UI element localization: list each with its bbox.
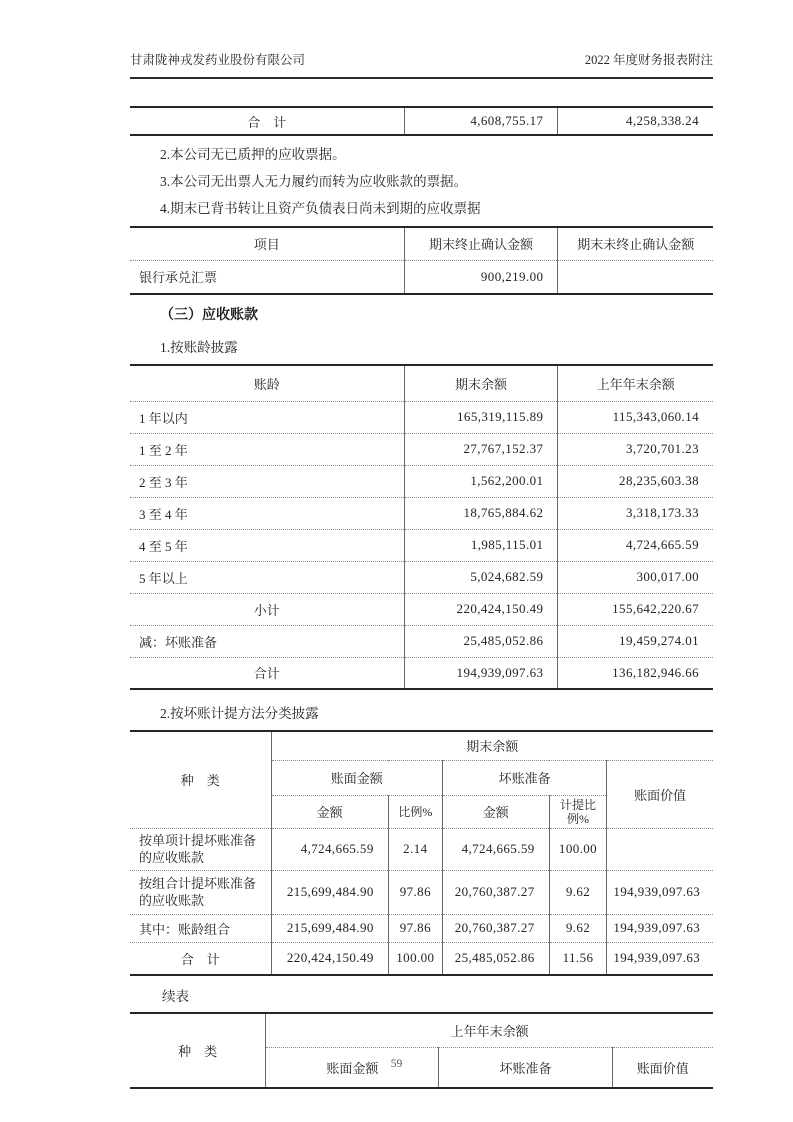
table-header-row — [130, 365, 713, 401]
table-row — [130, 465, 713, 497]
total-ending-amount: 4,608,755.17 — [404, 107, 558, 135]
row-label: 4 至 5 年 — [130, 529, 404, 561]
table-header-row — [130, 1013, 713, 1047]
row-value: 25,485,052.86 — [442, 942, 549, 975]
row-value: 4,724,665.59 — [442, 828, 549, 870]
subtotal-label: 小计 — [130, 593, 404, 625]
table-row-total — [130, 657, 713, 689]
table-row — [130, 401, 713, 433]
row-value: 194,939,097.63 — [607, 870, 713, 914]
page-header — [130, 0, 713, 68]
row-value: 115,343,060.14 — [558, 401, 713, 433]
row-value: 1,562,200.01 — [404, 465, 558, 497]
page-number: 59 — [390, 1058, 403, 1070]
row-value: 9.62 — [549, 870, 607, 914]
table-row — [130, 497, 713, 529]
row-value: 11.56 — [549, 942, 607, 975]
notes-total-table — [130, 106, 713, 136]
table-row-subtotal — [130, 593, 713, 625]
table-row — [130, 561, 713, 593]
row-value: 97.86 — [388, 914, 442, 942]
total-label: 合 计 — [130, 107, 404, 135]
row-value — [607, 828, 713, 870]
continued-table-label: 续表 — [162, 989, 189, 1004]
header-prior-balance-group: 上年年末余额 — [266, 1013, 713, 1047]
row-value: 220,424,150.49 — [404, 593, 558, 625]
row-value: 20,760,387.27 — [442, 870, 549, 914]
header-book-amount: 账面金额 — [266, 1047, 439, 1088]
endorsed-notes-table — [130, 226, 713, 295]
row-value: 100.00 — [388, 942, 442, 975]
total-label: 合 计 — [130, 942, 271, 975]
row-value: 136,182,946.66 — [558, 657, 713, 689]
header-ending-balance: 期末余额 — [404, 365, 558, 401]
header-carrying-value: 账面价值 — [612, 1047, 713, 1088]
row-value: 3,318,173.33 — [558, 497, 713, 529]
row-value: 100.00 — [549, 828, 607, 870]
note-paragraph-3: 3.本公司无出票人无力履约而转为应收账款的票据。 — [160, 174, 468, 189]
total-prior-amount: 4,258,338.24 — [558, 107, 713, 135]
row-value: 4,724,665.59 — [558, 529, 713, 561]
provision-method-table — [130, 730, 713, 976]
table-row — [130, 870, 713, 914]
header-amount: 金额 — [271, 795, 388, 828]
row-value: 27,767,152.37 — [404, 433, 558, 465]
note-paragraph-4: 4.期末已背书转让且资产负债表日尚未到期的应收票据 — [160, 201, 481, 216]
row-value: 18,765,884.62 — [404, 497, 558, 529]
header-carrying-value: 账面价值 — [607, 760, 713, 828]
table-header-row — [130, 731, 713, 760]
row-label: 5 年以上 — [130, 561, 404, 593]
table-row-less-provision — [130, 625, 713, 657]
row-value: 155,642,220.67 — [558, 593, 713, 625]
table-header-row — [130, 227, 713, 260]
header-not-derecognized: 期末未终止确认金额 — [558, 227, 713, 260]
row-value: 300,017.00 — [558, 561, 713, 593]
row-value: 2.14 — [388, 828, 442, 870]
table-row — [130, 260, 713, 294]
row-value: 9.62 — [549, 914, 607, 942]
aging-table — [130, 364, 713, 690]
row-value: 194,939,097.63 — [607, 942, 713, 975]
table-row — [130, 433, 713, 465]
header-ratio: 比例% — [388, 795, 442, 828]
row-value: 194,939,097.63 — [607, 914, 713, 942]
header-derecognized: 期末终止确认金额 — [404, 227, 558, 260]
table-row — [130, 107, 713, 135]
table-row — [130, 914, 713, 942]
row-label: 减：坏账准备 — [130, 625, 404, 657]
header-bad-debt: 坏账准备 — [439, 1047, 612, 1088]
sub-heading-provision-method: 2.按坏账计提方法分类披露 — [160, 706, 319, 721]
row-value: 194,939,097.63 — [404, 657, 558, 689]
row-value: 20,760,387.27 — [442, 914, 549, 942]
header-book-amount-group: 账面金额 — [271, 760, 442, 795]
row-label: 银行承兑汇票 — [130, 260, 404, 294]
table-row-total — [130, 942, 713, 975]
row-label: 1 年以内 — [130, 401, 404, 433]
header-amount: 金额 — [442, 795, 549, 828]
total-label: 合计 — [130, 657, 404, 689]
row-value: 97.86 — [388, 870, 442, 914]
header-prior-balance: 上年年末余额 — [558, 365, 713, 401]
row-value: 4,724,665.59 — [271, 828, 388, 870]
row-value: 28,235,603.38 — [558, 465, 713, 497]
row-value: 220,424,150.49 — [271, 942, 388, 975]
header-item: 项目 — [130, 227, 404, 260]
row-value: 19,459,274.01 — [558, 625, 713, 657]
row-value: 5,024,682.59 — [404, 561, 558, 593]
note-paragraph-2: 2.本公司无已质押的应收票据。 — [160, 147, 346, 162]
row-label: 其中：账龄组合 — [130, 914, 271, 942]
row-value: 900,219.00 — [404, 260, 558, 294]
row-label: 2 至 3 年 — [130, 465, 404, 497]
row-label: 1 至 2 年 — [130, 433, 404, 465]
row-label: 按组合计提坏账准备的应收账款 — [130, 870, 271, 914]
header-ending-balance-group: 期末余额 — [271, 731, 713, 760]
row-value: 1,985,115.01 — [404, 529, 558, 561]
row-value: 25,485,052.86 — [404, 625, 558, 657]
row-value: 165,319,115.89 — [404, 401, 558, 433]
row-label: 3 至 4 年 — [130, 497, 404, 529]
header-category: 种 类 — [130, 1013, 266, 1088]
row-label: 按单项计提坏账准备的应收账款 — [130, 828, 271, 870]
header-provision-ratio: 计提比例% — [549, 795, 607, 828]
company-name: 甘肃陇神戎发药业股份有限公司 — [130, 53, 306, 67]
sub-heading-aging: 1.按账龄披露 — [160, 340, 238, 355]
header-rule — [130, 77, 713, 79]
header-category: 种 类 — [130, 731, 271, 828]
row-value: 215,699,484.90 — [271, 870, 388, 914]
header-bad-debt-group: 坏账准备 — [442, 760, 606, 795]
row-value: 3,720,701.23 — [558, 433, 713, 465]
row-value — [558, 260, 713, 294]
section-heading-receivables: （三）应收账款 — [160, 308, 258, 323]
table-row — [130, 828, 713, 870]
row-value: 215,699,484.90 — [271, 914, 388, 942]
document-title: 2022 年度财务报表附注 — [584, 53, 713, 67]
header-aging: 账龄 — [130, 365, 404, 401]
table-row — [130, 529, 713, 561]
provision-method-prior-year-table — [130, 1012, 713, 1089]
